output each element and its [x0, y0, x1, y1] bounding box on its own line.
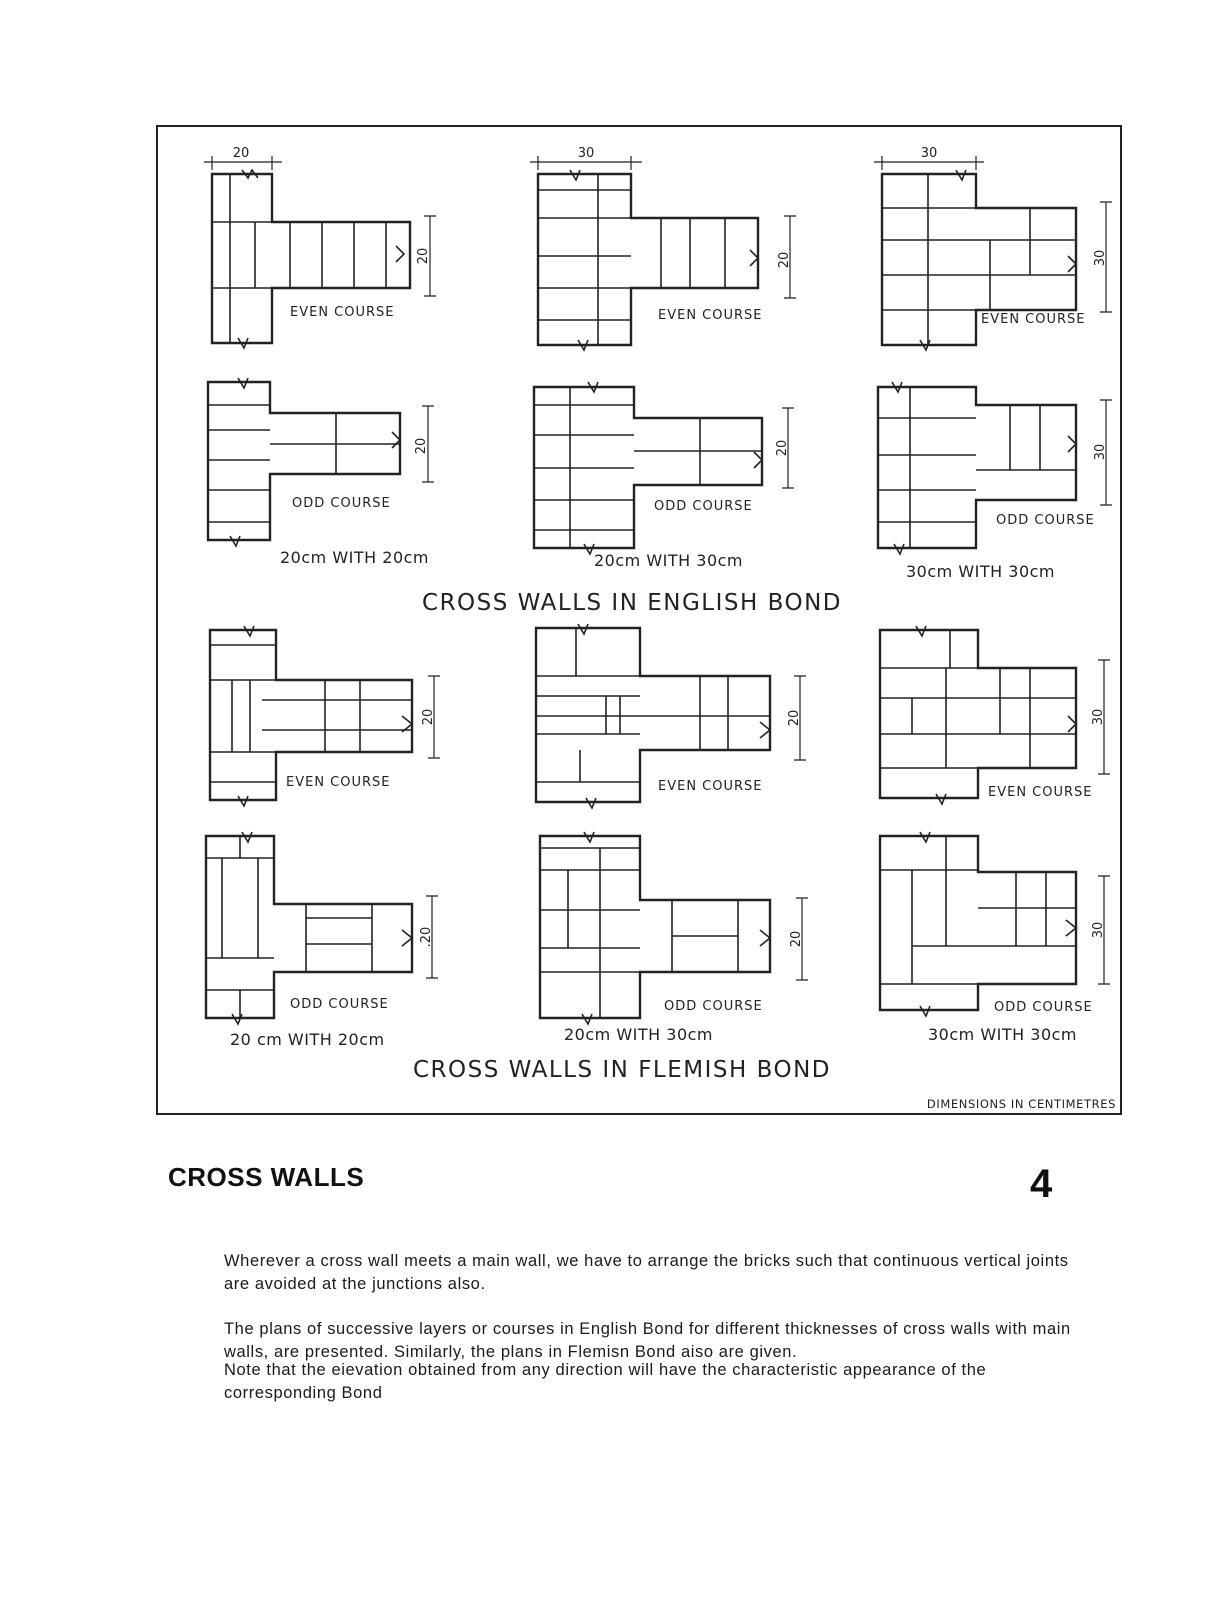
course-label: ODD COURSE	[994, 1000, 1093, 1015]
page-number: 4	[1030, 1162, 1053, 1206]
dim-label: 20	[787, 709, 802, 727]
page-heading: CROSS WALLS	[168, 1162, 365, 1192]
dim-label: 20	[421, 708, 436, 726]
dim-label: 20	[777, 251, 792, 269]
flemish-30x30-odd-plan	[880, 832, 1110, 1016]
panel-caption: 30cm WITH 30cm	[928, 1025, 1077, 1044]
dim-label: 30	[1093, 249, 1108, 267]
panel-caption: 20cm WITH 30cm	[594, 551, 743, 570]
course-label: EVEN COURSE	[658, 779, 763, 794]
panel-caption: 20cm WITH 20cm	[280, 548, 429, 567]
course-label: EVEN COURSE	[988, 785, 1093, 800]
dim-label: 20	[232, 146, 250, 161]
course-label: ODD COURSE	[996, 513, 1095, 528]
section-title-flemish: CROSS WALLS IN FLEMISH BOND	[412, 1057, 832, 1083]
course-label: ODD COURSE	[664, 999, 763, 1014]
dim-label: 30	[1091, 708, 1106, 726]
course-label: EVEN COURSE	[286, 775, 391, 790]
panel-caption: 20cm WITH 30cm	[564, 1025, 713, 1044]
course-label: ODD COURSE	[290, 997, 389, 1012]
flemish-20x20-odd-plan	[206, 832, 438, 1024]
course-label: EVEN COURSE	[290, 305, 395, 320]
dim-label: 30	[920, 146, 938, 161]
dim-label: 30	[1093, 443, 1108, 461]
body-paragraph: Note that the eievation obtained from any direction will have the characteristic appearance of the corresponding Bond	[224, 1361, 987, 1402]
flemish-20x30-odd-plan	[540, 832, 808, 1024]
course-label: EVEN COURSE	[981, 312, 1086, 327]
body-paragraph: Wherever a cross wall meets a main wall, we have to arrange the bricks such that continuous vertical joints are avoided at the junctions also.	[224, 1252, 1069, 1293]
dim-label: .20	[419, 926, 434, 948]
dim-label: 30	[1091, 921, 1106, 939]
course-label: ODD COURSE	[292, 496, 391, 511]
dim-label: 20	[416, 247, 431, 265]
course-label: EVEN COURSE	[658, 308, 763, 323]
dim-label: 20	[775, 439, 790, 457]
english-20x30-odd-plan	[534, 382, 794, 554]
english-20x20-odd-plan	[208, 378, 434, 546]
flemish-30x30-even-plan	[880, 626, 1110, 804]
course-label: ODD COURSE	[654, 499, 753, 514]
panel-caption: 30cm WITH 30cm	[906, 562, 1055, 581]
dim-label: 20	[789, 930, 804, 948]
dimensions-note: DIMENSIONS IN CENTIMETRES	[926, 1097, 1116, 1111]
panel-caption: 20 cm WITH 20cm	[230, 1030, 385, 1049]
body-paragraph: The plans of successive layers or courses in English Bond for different thicknesses of cross walls with main walls, are presented. Similarly, the plans in Flemisn Bond aiso are given.	[224, 1320, 1071, 1361]
dim-label: 30	[577, 146, 595, 161]
section-title-english: CROSS WALLS IN ENGLISH BOND	[422, 590, 842, 616]
dim-label: 20	[414, 437, 429, 455]
english-30x30-odd-plan	[878, 382, 1112, 554]
